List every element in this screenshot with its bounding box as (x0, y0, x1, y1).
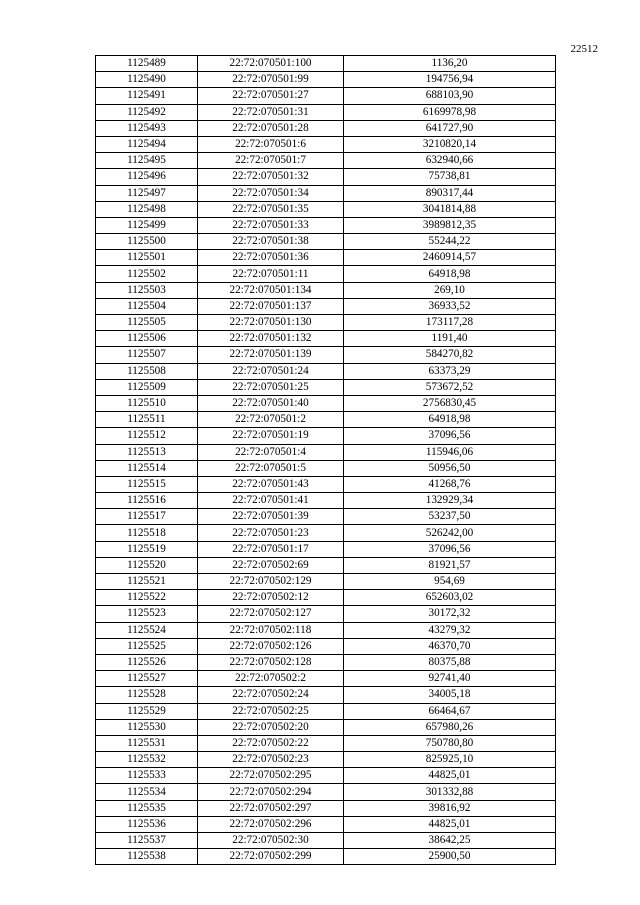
value-cell: 641727,90 (344, 120, 556, 136)
table-row (96, 493, 556, 509)
value-cell: 115946,06 (344, 444, 556, 460)
cadastral-number-cell: 22:72:070502:118 (198, 622, 344, 638)
record-number-cell: 1125517 (96, 509, 198, 525)
record-number-cell: 1125516 (96, 493, 198, 509)
cadastral-number-cell: 22:72:070501:17 (198, 541, 344, 557)
table-row (96, 347, 556, 363)
cadastral-number-cell: 22:72:070502:295 (198, 768, 344, 784)
value-cell: 64918,98 (344, 266, 556, 282)
record-number-cell: 1125528 (96, 687, 198, 703)
cadastral-number-cell: 22:72:070501:31 (198, 104, 344, 120)
table-row (96, 428, 556, 444)
value-cell: 1191,40 (344, 331, 556, 347)
record-number-cell: 1125506 (96, 331, 198, 347)
cadastral-number-cell: 22:72:070501:33 (198, 217, 344, 233)
cadastral-number-cell: 22:72:070502:128 (198, 654, 344, 670)
record-number-cell: 1125533 (96, 768, 198, 784)
record-number-cell: 1125510 (96, 395, 198, 411)
record-number-cell: 1125502 (96, 266, 198, 282)
table-row (96, 703, 556, 719)
record-number-cell: 1125525 (96, 638, 198, 654)
value-cell: 34005,18 (344, 687, 556, 703)
table-row (96, 525, 556, 541)
value-cell: 46370,70 (344, 638, 556, 654)
cadastral-number-cell: 22:72:070502:294 (198, 784, 344, 800)
value-cell: 750780,80 (344, 735, 556, 751)
value-cell: 44825,01 (344, 768, 556, 784)
cadastral-number-cell: 22:72:070501:35 (198, 201, 344, 217)
cadastral-number-cell: 22:72:070501:6 (198, 136, 344, 152)
record-number-cell: 1125515 (96, 476, 198, 492)
table-body (96, 56, 556, 865)
cadastral-number-cell: 22:72:070501:2 (198, 412, 344, 428)
record-number-cell: 1125495 (96, 153, 198, 169)
record-number-cell: 1125512 (96, 428, 198, 444)
record-number-cell: 1125534 (96, 784, 198, 800)
table-row (96, 234, 556, 250)
table-row (96, 104, 556, 120)
table-row (96, 833, 556, 849)
record-number-cell: 1125508 (96, 363, 198, 379)
cadastral-number-cell: 22:72:070501:39 (198, 509, 344, 525)
record-number-cell: 1125535 (96, 800, 198, 816)
cadastral-number-cell: 22:72:070502:299 (198, 849, 344, 865)
value-cell: 37096,56 (344, 428, 556, 444)
value-cell: 652603,02 (344, 590, 556, 606)
record-number-cell: 1125513 (96, 444, 198, 460)
record-number-cell: 1125532 (96, 752, 198, 768)
page-number: 22512 (570, 43, 598, 55)
cadastral-number-cell: 22:72:070501:36 (198, 250, 344, 266)
table-row (96, 460, 556, 476)
value-cell: 75738,81 (344, 169, 556, 185)
cadastral-table (95, 55, 556, 865)
cadastral-number-cell: 22:72:070501:27 (198, 88, 344, 104)
record-number-cell: 1125520 (96, 557, 198, 573)
value-cell: 44825,01 (344, 816, 556, 832)
table-row (96, 638, 556, 654)
record-number-cell: 1125529 (96, 703, 198, 719)
value-cell: 3210820,14 (344, 136, 556, 152)
value-cell: 43279,32 (344, 622, 556, 638)
cadastral-number-cell: 22:72:070501:11 (198, 266, 344, 282)
cadastral-number-cell: 22:72:070502:30 (198, 833, 344, 849)
value-cell: 526242,00 (344, 525, 556, 541)
cadastral-number-cell: 22:72:070501:43 (198, 476, 344, 492)
table-row (96, 331, 556, 347)
table-row (96, 784, 556, 800)
value-cell: 657980,26 (344, 719, 556, 735)
table-row (96, 136, 556, 152)
record-number-cell: 1125530 (96, 719, 198, 735)
record-number-cell: 1125524 (96, 622, 198, 638)
table-row (96, 315, 556, 331)
table-row (96, 395, 556, 411)
table-row (96, 509, 556, 525)
table-row (96, 185, 556, 201)
table-row (96, 379, 556, 395)
table-row (96, 816, 556, 832)
cadastral-number-cell: 22:72:070501:41 (198, 493, 344, 509)
value-cell: 3989812,35 (344, 217, 556, 233)
value-cell: 688103,90 (344, 88, 556, 104)
cadastral-number-cell: 22:72:070502:2 (198, 671, 344, 687)
table-row (96, 363, 556, 379)
cadastral-number-cell: 22:72:070501:100 (198, 56, 344, 72)
table-row (96, 266, 556, 282)
cadastral-number-cell: 22:72:070501:130 (198, 315, 344, 331)
value-cell: 132929,34 (344, 493, 556, 509)
table-row (96, 444, 556, 460)
cadastral-number-cell: 22:72:070501:19 (198, 428, 344, 444)
cadastral-number-cell: 22:72:070502:23 (198, 752, 344, 768)
table-row (96, 120, 556, 136)
value-cell: 173117,28 (344, 315, 556, 331)
cadastral-number-cell: 22:72:070501:7 (198, 153, 344, 169)
record-number-cell: 1125500 (96, 234, 198, 250)
table-row (96, 557, 556, 573)
record-number-cell: 1125523 (96, 606, 198, 622)
record-number-cell: 1125497 (96, 185, 198, 201)
table-row (96, 768, 556, 784)
value-cell: 890317,44 (344, 185, 556, 201)
value-cell: 825925,10 (344, 752, 556, 768)
table-row (96, 622, 556, 638)
table-row (96, 88, 556, 104)
value-cell: 6169978,98 (344, 104, 556, 120)
table-row (96, 541, 556, 557)
value-cell: 584270,82 (344, 347, 556, 363)
cadastral-number-cell: 22:72:070501:99 (198, 72, 344, 88)
table-row (96, 606, 556, 622)
record-number-cell: 1125490 (96, 72, 198, 88)
value-cell: 80375,88 (344, 654, 556, 670)
value-cell: 2460914,57 (344, 250, 556, 266)
value-cell: 1136,20 (344, 56, 556, 72)
value-cell: 38642,25 (344, 833, 556, 849)
record-number-cell: 1125494 (96, 136, 198, 152)
value-cell: 55244,22 (344, 234, 556, 250)
cadastral-number-cell: 22:72:070501:139 (198, 347, 344, 363)
cadastral-number-cell: 22:72:070501:28 (198, 120, 344, 136)
cadastral-number-cell: 22:72:070501:5 (198, 460, 344, 476)
record-number-cell: 1125498 (96, 201, 198, 217)
record-number-cell: 1125489 (96, 56, 198, 72)
table-row (96, 590, 556, 606)
table-row (96, 574, 556, 590)
record-number-cell: 1125499 (96, 217, 198, 233)
table-row (96, 298, 556, 314)
record-number-cell: 1125503 (96, 282, 198, 298)
cadastral-number-cell: 22:72:070501:4 (198, 444, 344, 460)
cadastral-number-cell: 22:72:070502:20 (198, 719, 344, 735)
cadastral-number-cell: 22:72:070502:296 (198, 816, 344, 832)
table-row (96, 217, 556, 233)
cadastral-number-cell: 22:72:070502:22 (198, 735, 344, 751)
cadastral-number-cell: 22:72:070502:129 (198, 574, 344, 590)
cadastral-number-cell: 22:72:070501:23 (198, 525, 344, 541)
cadastral-number-cell: 22:72:070502:12 (198, 590, 344, 606)
record-number-cell: 1125537 (96, 833, 198, 849)
cadastral-number-cell: 22:72:070502:297 (198, 800, 344, 816)
table-row (96, 201, 556, 217)
value-cell: 39816,92 (344, 800, 556, 816)
cadastral-number-cell: 22:72:070501:137 (198, 298, 344, 314)
cadastral-number-cell: 22:72:070502:126 (198, 638, 344, 654)
cadastral-number-cell: 22:72:070501:40 (198, 395, 344, 411)
cadastral-number-cell: 22:72:070502:24 (198, 687, 344, 703)
record-number-cell: 1125493 (96, 120, 198, 136)
value-cell: 53237,50 (344, 509, 556, 525)
table-row (96, 687, 556, 703)
cadastral-number-cell: 22:72:070501:32 (198, 169, 344, 185)
value-cell: 3041814,88 (344, 201, 556, 217)
table-row (96, 719, 556, 735)
value-cell: 41268,76 (344, 476, 556, 492)
value-cell: 269,10 (344, 282, 556, 298)
record-number-cell: 1125531 (96, 735, 198, 751)
cadastral-number-cell: 22:72:070502:127 (198, 606, 344, 622)
record-number-cell: 1125507 (96, 347, 198, 363)
record-number-cell: 1125514 (96, 460, 198, 476)
value-cell: 25900,50 (344, 849, 556, 865)
table-row (96, 412, 556, 428)
table-row (96, 56, 556, 72)
value-cell: 632940,66 (344, 153, 556, 169)
value-cell: 66464,67 (344, 703, 556, 719)
table-row (96, 169, 556, 185)
table-row (96, 476, 556, 492)
table-row (96, 72, 556, 88)
table-row (96, 800, 556, 816)
value-cell: 301332,88 (344, 784, 556, 800)
table-row (96, 153, 556, 169)
value-cell: 36933,52 (344, 298, 556, 314)
value-cell: 64918,98 (344, 412, 556, 428)
table-row (96, 849, 556, 865)
cadastral-number-cell: 22:72:070501:134 (198, 282, 344, 298)
table-row (96, 282, 556, 298)
record-number-cell: 1125536 (96, 816, 198, 832)
value-cell: 81921,57 (344, 557, 556, 573)
record-number-cell: 1125521 (96, 574, 198, 590)
cadastral-number-cell: 22:72:070502:69 (198, 557, 344, 573)
record-number-cell: 1125492 (96, 104, 198, 120)
record-number-cell: 1125504 (96, 298, 198, 314)
table-row (96, 752, 556, 768)
table-row (96, 735, 556, 751)
record-number-cell: 1125501 (96, 250, 198, 266)
record-number-cell: 1125522 (96, 590, 198, 606)
record-number-cell: 1125511 (96, 412, 198, 428)
value-cell: 573672,52 (344, 379, 556, 395)
cadastral-number-cell: 22:72:070501:38 (198, 234, 344, 250)
value-cell: 63373,29 (344, 363, 556, 379)
record-number-cell: 1125538 (96, 849, 198, 865)
record-number-cell: 1125518 (96, 525, 198, 541)
cadastral-number-cell: 22:72:070501:132 (198, 331, 344, 347)
table-row (96, 671, 556, 687)
value-cell: 92741,40 (344, 671, 556, 687)
value-cell: 37096,56 (344, 541, 556, 557)
record-number-cell: 1125509 (96, 379, 198, 395)
record-number-cell: 1125527 (96, 671, 198, 687)
cadastral-number-cell: 22:72:070501:24 (198, 363, 344, 379)
cadastral-number-cell: 22:72:070502:25 (198, 703, 344, 719)
value-cell: 30172,32 (344, 606, 556, 622)
value-cell: 954,69 (344, 574, 556, 590)
record-number-cell: 1125491 (96, 88, 198, 104)
value-cell: 194756,94 (344, 72, 556, 88)
cadastral-number-cell: 22:72:070501:34 (198, 185, 344, 201)
value-cell: 2756830,45 (344, 395, 556, 411)
table-row (96, 250, 556, 266)
table-row (96, 654, 556, 670)
record-number-cell: 1125505 (96, 315, 198, 331)
cadastral-number-cell: 22:72:070501:25 (198, 379, 344, 395)
value-cell: 50956,50 (344, 460, 556, 476)
record-number-cell: 1125496 (96, 169, 198, 185)
record-number-cell: 1125519 (96, 541, 198, 557)
record-number-cell: 1125526 (96, 654, 198, 670)
